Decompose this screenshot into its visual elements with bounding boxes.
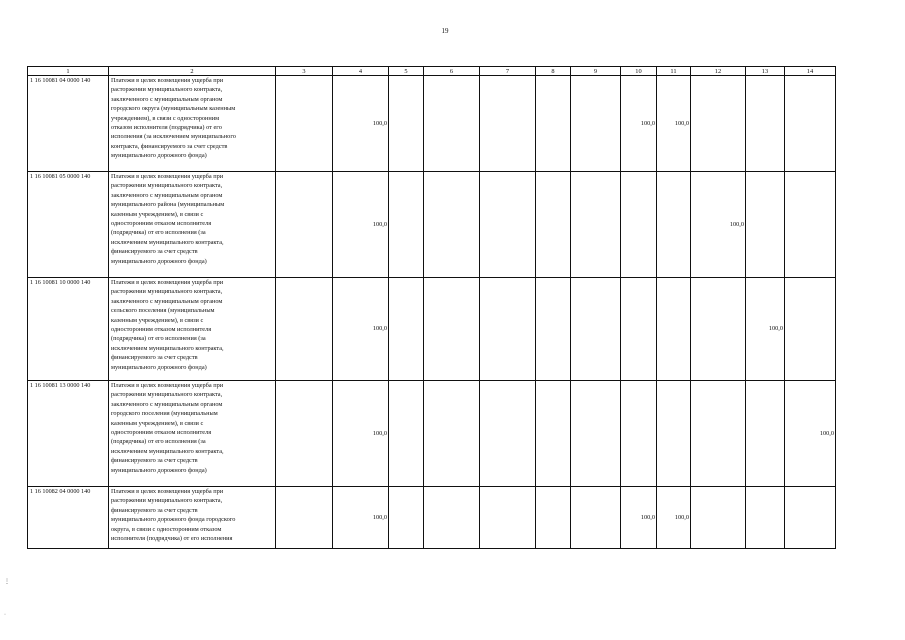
column-number-header bbox=[28, 67, 836, 76]
table-row bbox=[28, 76, 836, 172]
column-header: 10 bbox=[621, 67, 657, 76]
value-cell bbox=[621, 172, 657, 278]
table-row bbox=[28, 487, 836, 549]
value-cell bbox=[536, 487, 571, 549]
budget-code-cell: 1 16 10081 04 0000 140 bbox=[28, 76, 109, 172]
value-cell bbox=[389, 381, 424, 487]
value-cell bbox=[536, 278, 571, 381]
column-header: 8 bbox=[536, 67, 571, 76]
budget-code-cell: 1 16 10082 04 0000 140 bbox=[28, 487, 109, 549]
value-cell bbox=[276, 278, 333, 381]
value-cell bbox=[746, 76, 785, 172]
income-name-cell: Платежи в целях возмещения ущерба при расторжении муниципального контракта, финансируемого за счет средств муниципального дорожного фонда городского округа, в связи с односторонним отказом исполнителя (подрядчика) от его исполнения bbox=[109, 487, 276, 549]
value-cell bbox=[657, 172, 691, 278]
value-cell bbox=[746, 487, 785, 549]
value-cell bbox=[746, 172, 785, 278]
value-cell bbox=[536, 76, 571, 172]
value-cell bbox=[424, 172, 480, 278]
value-cell: 100,0 bbox=[746, 278, 785, 381]
value-cell bbox=[389, 172, 424, 278]
page-number: 19 bbox=[441, 27, 449, 35]
column-header: 9 bbox=[571, 67, 621, 76]
value-cell bbox=[691, 76, 746, 172]
value-cell bbox=[571, 172, 621, 278]
column-header: 6 bbox=[424, 67, 480, 76]
value-cell bbox=[657, 278, 691, 381]
value-cell bbox=[785, 76, 836, 172]
value-cell bbox=[691, 278, 746, 381]
value-cell bbox=[389, 487, 424, 549]
value-cell bbox=[571, 76, 621, 172]
value-cell: 100,0 bbox=[621, 487, 657, 549]
value-cell bbox=[424, 278, 480, 381]
value-cell bbox=[691, 381, 746, 487]
value-cell: 100,0 bbox=[333, 381, 389, 487]
value-cell: 100,0 bbox=[333, 278, 389, 381]
value-cell bbox=[536, 381, 571, 487]
value-cell: 100,0 bbox=[657, 76, 691, 172]
budget-code-cell: 1 16 10081 13 0000 140 bbox=[28, 381, 109, 487]
value-cell bbox=[424, 487, 480, 549]
value-cell bbox=[621, 381, 657, 487]
value-cell bbox=[691, 487, 746, 549]
column-header: 3 bbox=[276, 67, 333, 76]
value-cell bbox=[424, 76, 480, 172]
column-header: 7 bbox=[480, 67, 536, 76]
budget-code-cell: 1 16 10081 10 0000 140 bbox=[28, 278, 109, 381]
income-name-cell: Платежи в целях возмещения ущерба при расторжении муниципального контракта, заключенного с муниципальным органом городского округа (муниципальным казенным учреждением), в связи с односторонним отказом исполнителя (подрядчика) от его исполнения (за исключением муниципального контракта, финансируемого за счет средств муниципального дорожного фонда) bbox=[109, 76, 276, 172]
value-cell bbox=[276, 76, 333, 172]
value-cell bbox=[276, 172, 333, 278]
value-cell bbox=[571, 381, 621, 487]
value-cell bbox=[424, 381, 480, 487]
value-cell bbox=[571, 278, 621, 381]
value-cell bbox=[571, 487, 621, 549]
income-name-cell: Платежи в целях возмещения ущерба при расторжении муниципального контракта, заключенного с муниципальным органом муниципального района (муниципальным казенным учреждением), в связи с односторонним отказом исполнителя (подрядчика) от его исполнения (за исключением муниципального контракта, финансируемого за счет средств муниципального дорожного фонда) bbox=[109, 172, 276, 278]
value-cell: 100,0 bbox=[691, 172, 746, 278]
value-cell bbox=[480, 172, 536, 278]
value-cell bbox=[389, 76, 424, 172]
column-header: 11 bbox=[657, 67, 691, 76]
scan-edge-mark: · bbox=[4, 612, 6, 618]
column-header: 13 bbox=[746, 67, 785, 76]
value-cell bbox=[621, 278, 657, 381]
scan-edge-mark: ⋮ bbox=[4, 579, 10, 585]
column-header: 1 bbox=[28, 67, 109, 76]
budget-code-cell: 1 16 10081 05 0000 140 bbox=[28, 172, 109, 278]
value-cell bbox=[276, 381, 333, 487]
value-cell: 100,0 bbox=[333, 172, 389, 278]
column-header: 2 bbox=[109, 67, 276, 76]
table-row bbox=[28, 278, 836, 381]
value-cell bbox=[785, 172, 836, 278]
value-cell: 100,0 bbox=[621, 76, 657, 172]
income-name-cell: Платежи в целях возмещения ущерба при расторжении муниципального контракта, заключенного с муниципальным органом сельского поселения (муниципальным казенным учреждением), в связи с односторонним отказом исполнителя (подрядчика) от его исполнения (за исключением муниципального контракта, финансируемого за счет средств муниципального дорожного фонда) bbox=[109, 278, 276, 381]
value-cell: 100,0 bbox=[657, 487, 691, 549]
column-header: 4 bbox=[333, 67, 389, 76]
budget-table bbox=[27, 66, 836, 549]
table-row bbox=[28, 381, 836, 487]
value-cell bbox=[389, 278, 424, 381]
value-cell bbox=[785, 487, 836, 549]
value-cell bbox=[657, 381, 691, 487]
column-header: 12 bbox=[691, 67, 746, 76]
value-cell: 100,0 bbox=[785, 381, 836, 487]
value-cell bbox=[480, 278, 536, 381]
value-cell bbox=[480, 487, 536, 549]
value-cell: 100,0 bbox=[333, 487, 389, 549]
income-name-cell: Платежи в целях возмещения ущерба при расторжении муниципального контракта, заключенного с муниципальным органом городского поселения (муниципальным казенным учреждением), в связи с односторонним отказом исполнителя (подрядчика) от его исполнения (за исключением муниципального контракта, финансируемого за счет средств муниципального дорожного фонда) bbox=[109, 381, 276, 487]
column-header: 14 bbox=[785, 67, 836, 76]
column-header: 5 bbox=[389, 67, 424, 76]
table-row bbox=[28, 172, 836, 278]
value-cell bbox=[480, 76, 536, 172]
value-cell bbox=[746, 381, 785, 487]
value-cell bbox=[785, 278, 836, 381]
value-cell: 100,0 bbox=[333, 76, 389, 172]
value-cell bbox=[480, 381, 536, 487]
value-cell bbox=[536, 172, 571, 278]
value-cell bbox=[276, 487, 333, 549]
